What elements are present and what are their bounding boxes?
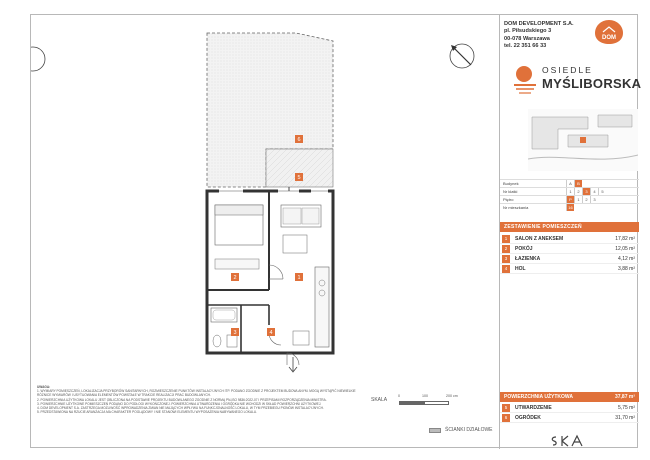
extra-area: 5,75 m² xyxy=(618,404,635,411)
room-name: SALON Z ANEKSEM xyxy=(515,235,564,242)
extra-area: 31,70 m² xyxy=(615,414,635,421)
legend-label: ŚCIANKI DZIAŁOWE xyxy=(445,427,493,433)
note-item: 3. POWIERZCHNIE UŻYTKOWE POMIESZCZEŃ PODANO DO PODŁOGI WYKOŃCZONEJ. POWIERZCHNIA UTWARDZENIA I OGRÓDKA NIE WCHODZI W SKŁAD POWIERZCHNI UŻYTKOWEJ. xyxy=(37,401,322,406)
extra-number: 6 xyxy=(502,414,510,422)
room-row xyxy=(500,244,639,254)
param-cell: 2 xyxy=(574,188,582,195)
plan-label-living: 1 xyxy=(297,275,301,281)
room-number: 2 xyxy=(502,245,510,253)
param-row-floor xyxy=(500,195,639,203)
param-cell: 16 xyxy=(566,204,574,211)
doors xyxy=(269,265,299,365)
company-city: 00-078 Warszawa xyxy=(504,35,550,42)
legend-swatch xyxy=(429,428,441,433)
room-row xyxy=(500,254,639,264)
param-cell: B xyxy=(574,180,582,187)
plan-label-garden: 6 xyxy=(297,137,301,143)
room-area: 17,82 m² xyxy=(615,235,635,242)
scale-label: SKALA xyxy=(371,397,388,403)
company-phone: tel. 22 351 66 33 xyxy=(504,43,547,50)
param-cells xyxy=(566,188,606,195)
company-info xyxy=(504,21,574,51)
site-key-plan xyxy=(528,109,638,171)
extras-list xyxy=(500,403,639,423)
param-cell: 3 xyxy=(582,188,590,195)
room-area: 4,12 m² xyxy=(618,255,635,262)
room-row xyxy=(500,264,639,274)
plan-label-terrace: 5 xyxy=(297,175,301,181)
room-name: ŁAZIENKA xyxy=(515,255,541,262)
room-name: HOL xyxy=(515,265,526,272)
param-cell: 1 xyxy=(566,188,574,195)
param-cell: 2 xyxy=(582,196,590,203)
note-item: 1. WYMIARY POMIESZCZEŃ, LOKALIZACJA PRZYBORÓW SANITARNYCH, ROZMIESZCZENIE PUNKTÓW INSTALACYJNYCH ITP. PODANO ZGODNIE Z PROJEKTEM BUDOWLANYM. MOGĄ WYSTĄPIĆ NIEWIELKIE RÓŻNICE WYMIARÓW I USYTUOWANIA ELEMENTÓW POWSTAŁE W TRAKCIE REALIZACJI PRAC BUDOWLANYCH. xyxy=(37,389,356,398)
room-area: 3,88 m² xyxy=(618,265,635,272)
compass-icon xyxy=(445,39,479,73)
extra-number: 5 xyxy=(502,404,510,412)
table xyxy=(283,235,307,253)
project-brand xyxy=(510,61,642,105)
scale-tick: 200 cm xyxy=(446,394,458,398)
entrance-arrow xyxy=(289,357,297,372)
param-row-apartment-no xyxy=(500,203,639,211)
room-number: 4 xyxy=(502,265,510,273)
param-row-building xyxy=(500,179,639,187)
scale-tick: 0 xyxy=(398,394,400,398)
room-row xyxy=(500,234,639,244)
usable-area-total xyxy=(500,392,639,402)
plan-label-hall: 4 xyxy=(269,330,273,336)
plan-label-bathroom: 3 xyxy=(233,330,237,336)
param-cell: P xyxy=(566,196,574,203)
scale-tick: 100 xyxy=(422,394,428,398)
param-row-staircase xyxy=(500,187,639,195)
info-panel xyxy=(500,15,642,449)
legal-notes xyxy=(37,385,357,414)
extra-row xyxy=(500,413,639,423)
company-name: DOM DEVELOPMENT S.A. xyxy=(504,21,574,27)
floor-plan xyxy=(31,15,499,381)
ska-architects-logo-icon xyxy=(548,434,592,448)
dom-logo-icon xyxy=(594,19,624,45)
param-cell: 1 xyxy=(574,196,582,203)
param-label: Piętro xyxy=(503,197,514,202)
param-label: Nr klatki xyxy=(503,189,518,194)
room-number: 3 xyxy=(502,255,510,263)
param-cell: A xyxy=(566,180,574,187)
room-name: POKÓJ xyxy=(515,245,533,252)
scale-bar xyxy=(398,394,458,405)
param-cells xyxy=(566,196,598,203)
project-name: MYŚLIBORSKA xyxy=(542,76,642,91)
wardrobe xyxy=(215,259,259,269)
total-label: POWIERZCHNIA UŻYTKOWA xyxy=(504,394,573,400)
kitchen-counter xyxy=(315,267,329,347)
room-area: 12,05 m² xyxy=(615,245,635,252)
extra-row xyxy=(500,403,639,413)
extra-name: OGRÓDEK xyxy=(515,414,541,421)
terrace-area xyxy=(266,149,333,187)
param-label: Budynek xyxy=(503,181,519,186)
sun-logo-icon xyxy=(510,61,540,97)
param-label: Nr mieszkania xyxy=(503,205,529,210)
rooms-list xyxy=(500,234,639,274)
note-item: 2. POWIERZCHNIA UŻYTKOWA LOKALU JEST OBLICZONA NA PODSTAWIE PROJEKTU BUDOWLANEGO ZGODNIE Z NORMĄ PN-ISO 9836:2022-07 I PRZEPISAMI ROZPORZĄDZENIA MINISTRA. xyxy=(37,397,327,402)
extra-name: UTWARDZENIE xyxy=(515,404,552,411)
note-item: 5. PRZEDSTAWIONA NA RZUCIE ARANŻACJA MA CHARAKTER POGLĄDOWY I NIE STANOWI ELEMENTU WYPOSAŻENIA NABYWANEGO LOKALU. xyxy=(37,410,258,415)
floor-plan-drawing xyxy=(31,15,499,381)
legend-partition-walls xyxy=(429,427,493,433)
param-cell: 5 xyxy=(598,188,606,195)
notes-heading: UWAGA: xyxy=(37,385,51,389)
floor-plan-sheet xyxy=(30,14,642,448)
param-cell: 3 xyxy=(590,196,598,203)
note-item: 4. DOM DEVELOPMENT S.A. ZASTRZEGA MOŻLIWOŚĆ WPROWADZENIA ZMIAN NIE MAJĄCYCH WPŁYWU NA FUNKCJONALNOŚĆ LOKALU, W TYM PRZEBIEGU PIONÓW INSTALACYJNYCH. xyxy=(37,406,324,411)
total-area: 37,87 m² xyxy=(614,394,635,400)
param-cells xyxy=(566,204,574,211)
plan-label-bedroom: 2 xyxy=(233,275,237,281)
param-cells xyxy=(566,180,582,187)
param-cell: 4 xyxy=(590,188,598,195)
project-prefix: OSIEDLE xyxy=(542,65,593,75)
company-street: pl. Piłsudskiego 3 xyxy=(504,28,552,35)
apartment-params xyxy=(500,179,639,211)
toilet xyxy=(213,335,221,347)
washbasin xyxy=(227,335,237,347)
dom-logo-text: DOM xyxy=(602,35,616,41)
rooms-header: ZESTAWIENIE POMIESZCZEŃ xyxy=(500,222,639,232)
room-number: 1 xyxy=(502,235,510,243)
north-arrow-icon xyxy=(31,47,45,71)
